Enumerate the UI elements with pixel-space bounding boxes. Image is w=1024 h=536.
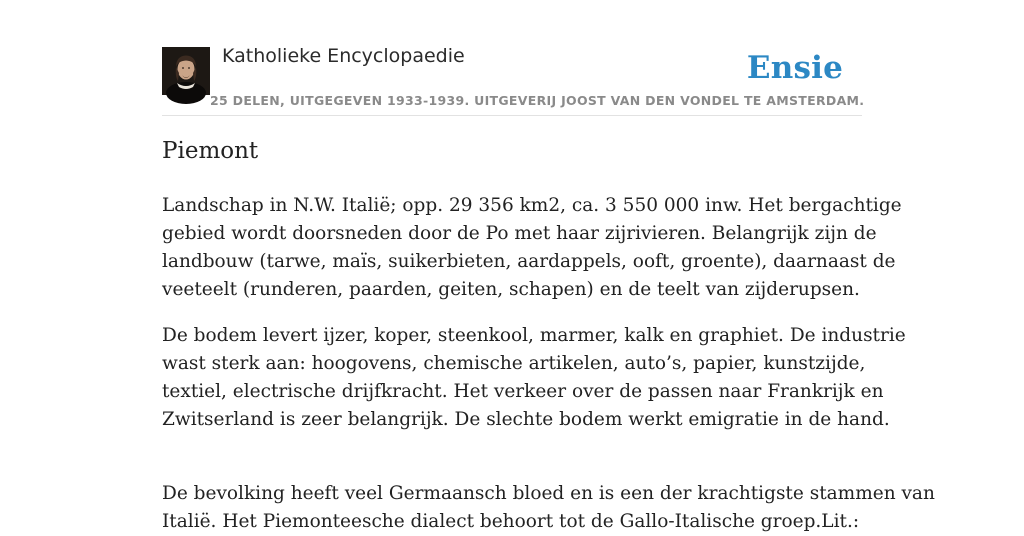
ensie-logo[interactable]: Ensie — [746, 50, 843, 86]
paragraph-line: gebied wordt doorsneden door de Po met haar zijrivieren. Belangrijk zijn de — [162, 223, 877, 244]
article-paragraph — [162, 322, 906, 434]
paragraph-line: Italië. Het Piemonteesche dialect behoort tot de Gallo-Italische groep.Lit.: — [162, 511, 860, 532]
header-divider — [162, 115, 862, 116]
article-paragraph — [162, 480, 935, 536]
paragraph-line: veeteelt (runderen, paarden, geiten, schapen) en de teelt van zijderupsen. — [162, 279, 860, 300]
paragraph-line: De bodem levert ijzer, koper, steenkool, marmer, kalk en graphiet. De industrie — [162, 325, 906, 346]
article-paragraph — [162, 192, 902, 304]
paragraph-line: wast sterk aan: hoogovens, chemische artikelen, auto’s, papier, kunstzijde, — [162, 353, 866, 374]
avatar[interactable] — [162, 47, 210, 95]
paragraph-line: landbouw (tarwe, maïs, suikerbieten, aardappels, ooft, groente), daarnaast de — [162, 251, 896, 272]
paragraph-line: textiel, electrische drijfkracht. Het verkeer over de passen naar Frankrijk en — [162, 381, 884, 402]
source-title[interactable]: Katholieke Encyclopaedie — [222, 45, 465, 67]
page — [162, 0, 935, 532]
paragraph-line: Zwitserland is zeer belangrijk. De slechte bodem werkt emigratie in de hand. — [162, 409, 890, 430]
source-subtitle: 25 DELEN, UITGEGEVEN 1933-1939. UITGEVERIJ JOOST VAN DEN VONDEL TE AMSTERDAM. — [210, 93, 865, 108]
portrait-icon — [162, 47, 210, 95]
article-body — [162, 192, 935, 536]
paragraph-line: Landschap in N.W. Italië; opp. 29 356 km2, ca. 3 550 000 inw. Het bergachtige — [162, 195, 902, 216]
paragraph-line: De bevolking heeft veel Germaansch bloed en is een der krachtigste stammen van — [162, 483, 935, 504]
article-title: Piemont — [162, 138, 259, 164]
